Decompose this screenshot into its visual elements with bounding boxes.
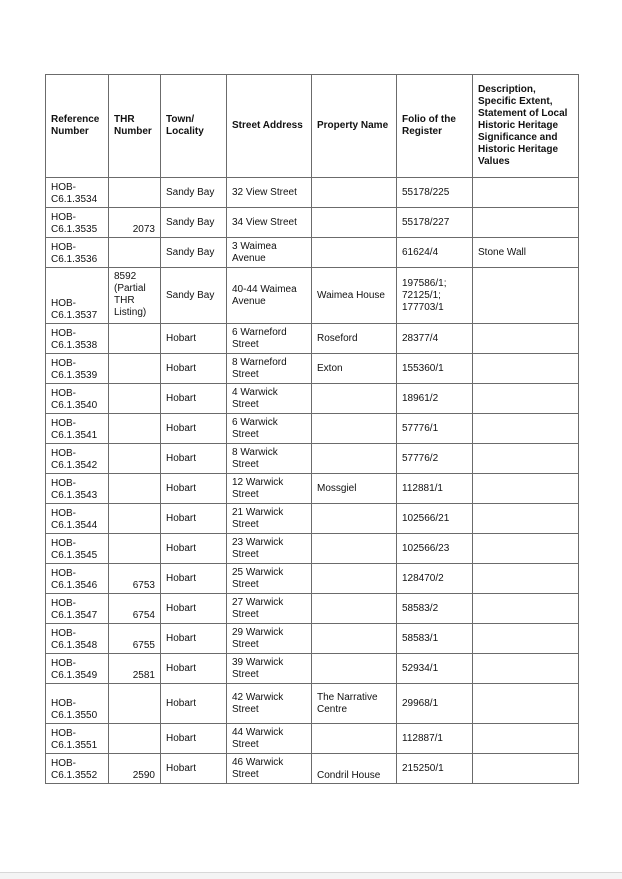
cell-description [473,414,579,444]
cell-folio: 57776/1 [397,414,473,444]
cell-reference-number: HOB-C6.1.3543 [46,474,109,504]
cell-reference-number: HOB-C6.1.3535 [46,208,109,238]
cell-reference-number: HOB-C6.1.3549 [46,654,109,684]
cell-property-name: Condril House [312,754,397,784]
cell-reference-number: HOB-C6.1.3551 [46,724,109,754]
cell-reference-number: HOB-C6.1.3534 [46,178,109,208]
cell-folio: 28377/4 [397,324,473,354]
cell-folio: 155360/1 [397,354,473,384]
cell-thr-number [109,684,161,724]
cell-property-name [312,624,397,654]
page-bottom-edge [0,872,622,879]
cell-folio: 102566/23 [397,534,473,564]
header-property-name: Property Name [312,75,397,178]
table-row [46,504,579,534]
cell-folio: 58583/2 [397,594,473,624]
cell-street-address: 29 Warwick Street [227,624,312,654]
cell-town-locality: Hobart [161,594,227,624]
cell-property-name: Waimea House [312,268,397,324]
cell-property-name [312,564,397,594]
cell-thr-number [109,444,161,474]
cell-folio: 18961/2 [397,384,473,414]
cell-street-address: 23 Warwick Street [227,534,312,564]
cell-street-address: 39 Warwick Street [227,654,312,684]
cell-description [473,654,579,684]
cell-property-name [312,594,397,624]
table-row [46,474,579,504]
cell-reference-number: HOB-C6.1.3542 [46,444,109,474]
cell-town-locality: Hobart [161,624,227,654]
table-row [46,414,579,444]
cell-property-name [312,654,397,684]
cell-thr-number [109,504,161,534]
cell-thr-number: 6753 [109,564,161,594]
cell-street-address: 8 Warwick Street [227,444,312,474]
cell-reference-number: HOB-C6.1.3536 [46,238,109,268]
cell-town-locality: Hobart [161,724,227,754]
cell-folio: 58583/1 [397,624,473,654]
cell-folio: 215250/1 [397,754,473,784]
cell-folio: 61624/4 [397,238,473,268]
cell-thr-number: 6754 [109,594,161,624]
table-row [46,178,579,208]
cell-description [473,564,579,594]
cell-folio: 112881/1 [397,474,473,504]
cell-reference-number: HOB-C6.1.3539 [46,354,109,384]
header-thr-number: THR Number [109,75,161,178]
cell-thr-number: 2073 [109,208,161,238]
cell-street-address: 34 View Street [227,208,312,238]
cell-thr-number [109,324,161,354]
cell-description [473,684,579,724]
cell-street-address: 6 Warwick Street [227,414,312,444]
cell-folio: 52934/1 [397,654,473,684]
cell-street-address: 27 Warwick Street [227,594,312,624]
cell-property-name [312,178,397,208]
table-row [46,564,579,594]
header-description: Description, Specific Extent, Statement of Local Historic Heritage Significance and Historic Heritage Values [473,75,579,178]
cell-property-name [312,414,397,444]
cell-description [473,624,579,654]
cell-description: Stone Wall [473,238,579,268]
cell-thr-number [109,178,161,208]
cell-reference-number: HOB-C6.1.3548 [46,624,109,654]
table-row [46,208,579,238]
cell-property-name [312,384,397,414]
cell-town-locality: Hobart [161,354,227,384]
cell-thr-number: 8592 (Partial THR Listing) [109,268,161,324]
cell-thr-number [109,414,161,444]
cell-town-locality: Hobart [161,564,227,594]
table-row [46,624,579,654]
header-reference-number: Reference Number [46,75,109,178]
cell-town-locality: Hobart [161,684,227,724]
cell-town-locality: Hobart [161,384,227,414]
cell-folio: 197586/1; 72125/1; 177703/1 [397,268,473,324]
cell-reference-number: HOB-C6.1.3541 [46,414,109,444]
cell-property-name [312,208,397,238]
cell-description [473,594,579,624]
cell-town-locality: Hobart [161,534,227,564]
cell-folio: 128470/2 [397,564,473,594]
table-row [46,384,579,414]
cell-town-locality: Sandy Bay [161,238,227,268]
cell-folio: 29968/1 [397,684,473,724]
cell-street-address: 21 Warwick Street [227,504,312,534]
cell-street-address: 3 Waimea Avenue [227,238,312,268]
cell-folio: 102566/21 [397,504,473,534]
cell-reference-number: HOB-C6.1.3537 [46,268,109,324]
cell-property-name: Exton [312,354,397,384]
table-row [46,724,579,754]
cell-thr-number [109,354,161,384]
cell-thr-number: 6755 [109,624,161,654]
header-row [46,75,579,178]
cell-description [473,444,579,474]
cell-street-address: 46 Warwick Street [227,754,312,784]
cell-property-name: The Narrative Centre [312,684,397,724]
cell-town-locality: Sandy Bay [161,208,227,238]
cell-street-address: 25 Warwick Street [227,564,312,594]
cell-town-locality: Hobart [161,414,227,444]
header-street-address: Street Address [227,75,312,178]
cell-thr-number [109,238,161,268]
cell-description [473,754,579,784]
cell-street-address: 42 Warwick Street [227,684,312,724]
cell-thr-number [109,384,161,414]
cell-town-locality: Sandy Bay [161,268,227,324]
cell-thr-number: 2581 [109,654,161,684]
cell-description [473,324,579,354]
table-row [46,654,579,684]
table-row [46,268,579,324]
table-row [46,594,579,624]
cell-reference-number: HOB-C6.1.3550 [46,684,109,724]
cell-folio: 55178/227 [397,208,473,238]
cell-description [473,474,579,504]
cell-thr-number [109,534,161,564]
table-row [46,324,579,354]
table-row [46,238,579,268]
cell-street-address: 6 Warneford Street [227,324,312,354]
cell-street-address: 8 Warneford Street [227,354,312,384]
header-folio: Folio of the Register [397,75,473,178]
cell-property-name: Mossgiel [312,474,397,504]
cell-town-locality: Hobart [161,654,227,684]
cell-reference-number: HOB-C6.1.3544 [46,504,109,534]
cell-description [473,208,579,238]
cell-town-locality: Hobart [161,444,227,474]
cell-folio: 55178/225 [397,178,473,208]
cell-description [473,534,579,564]
cell-property-name [312,504,397,534]
heritage-register-table [45,74,579,784]
cell-reference-number: HOB-C6.1.3545 [46,534,109,564]
cell-town-locality: Hobart [161,474,227,504]
table-row [46,684,579,724]
cell-reference-number: HOB-C6.1.3552 [46,754,109,784]
cell-folio: 112887/1 [397,724,473,754]
cell-reference-number: HOB-C6.1.3547 [46,594,109,624]
cell-street-address: 12 Warwick Street [227,474,312,504]
cell-description [473,724,579,754]
header-town-locality: Town/ Locality [161,75,227,178]
cell-street-address: 4 Warwick Street [227,384,312,414]
cell-property-name [312,238,397,268]
cell-town-locality: Sandy Bay [161,178,227,208]
cell-property-name: Roseford [312,324,397,354]
cell-description [473,384,579,414]
cell-town-locality: Hobart [161,324,227,354]
table-body [46,178,579,784]
table-row [46,754,579,784]
table-row [46,534,579,564]
cell-thr-number [109,724,161,754]
cell-description [473,504,579,534]
cell-street-address: 44 Warwick Street [227,724,312,754]
cell-description [473,354,579,384]
cell-folio: 57776/2 [397,444,473,474]
cell-property-name [312,724,397,754]
cell-reference-number: HOB-C6.1.3540 [46,384,109,414]
cell-town-locality: Hobart [161,504,227,534]
cell-description [473,178,579,208]
cell-town-locality: Hobart [161,754,227,784]
cell-description [473,268,579,324]
cell-street-address: 40-44 Waimea Avenue [227,268,312,324]
cell-property-name [312,444,397,474]
cell-thr-number [109,474,161,504]
table-row [46,444,579,474]
cell-reference-number: HOB-C6.1.3538 [46,324,109,354]
cell-reference-number: HOB-C6.1.3546 [46,564,109,594]
cell-thr-number: 2590 [109,754,161,784]
cell-street-address: 32 View Street [227,178,312,208]
cell-property-name [312,534,397,564]
table-row [46,354,579,384]
